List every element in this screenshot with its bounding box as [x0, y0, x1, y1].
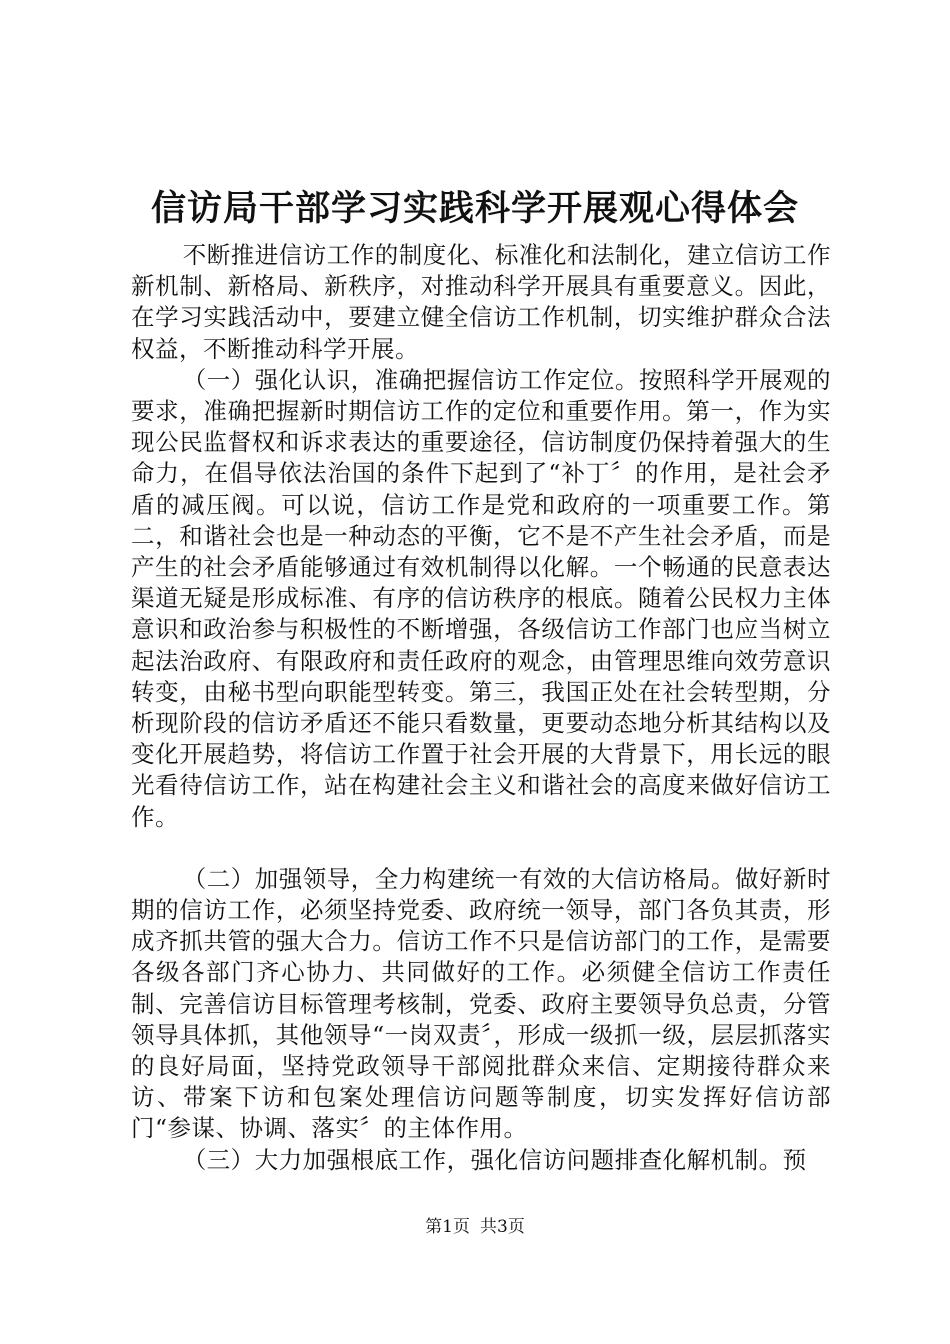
paragraph-section-2: （二）加强领导，全力构建统一有效的大信访格局。做好新时期的信访工作，必须坚持党委、政府统一领导，部门各负其责，形成齐抓共管的强大合力。信访工作不只是信访部门的工作，是需要各级各部门齐心协力、共同做好的工作。必须健全信访工作责任制、完善信访目标管理考核制，党委、政府主要领导负总责，分管领导具体抓，其他领导“一岗双责〞，形成一级抓一级，层层抓落实的良好局面，坚持党政领导干部阅批群众来信、定期接待群众来访、带案下访和包案处理信访问题等制度，切实发挥好信访部门“参谋、协调、落实〞的主体作用。	[131, 864, 831, 1143]
paragraph-section-3: （三）大力加强根底工作，强化信访问题排查化解机制。预	[182, 1145, 807, 1174]
page-footer	[0, 1216, 950, 1238]
page-total: 共3页	[480, 1217, 525, 1237]
paragraph-intro: 不断推进信访工作的制度化、标准化和法制化，建立信访工作新机制、新格局、新秩序，对推动科学开展具有重要意义。因此，在学习实践活动中，要建立健全信访工作机制，切实维护群众合法权益，不断推动科学开展。	[131, 241, 831, 363]
page-number: 第1页	[425, 1217, 470, 1237]
document-title: 信访局干部学习实践科学开展观心得体会	[150, 188, 799, 229]
document-body	[131, 240, 831, 1176]
paragraph-section-1: （一）强化认识，准确把握信访工作定位。按照科学开展观的要求，准确把握新时期信访工作的定位和重要作用。第一，作为实现公民监督权和诉求表达的重要途径，信访制度仍保持着强大的生命力，在倡导依法治国的条件下起到了“补丁〞的作用，是社会矛盾的减压阀。可以说，信访工作是党和政府的一项重要工作。第二，和谐社会也是一种动态的平衡，它不是不产生社会矛盾，而是产生的社会矛盾能够通过有效机制得以化解。一个畅通的民意表达渠道无疑是形成标准、有序的信访秩序的根底。随着公民权力主体意识和政治参与积极性的不断增强，各级信访工作部门也应当树立起法治政府、有限政府和责任政府的观念，由管理思维向效劳意识转变，由秘书型向职能型转变。第三，我国正处在社会转型期，分析现阶段的信访矛盾还不能只看数量，更要动态地分析其结构以及变化开展趋势，将信访工作置于社会开展的大背景下，用长远的眼光看待信访工作，站在构建社会主义和谐社会的高度来做好信访工作。	[131, 365, 831, 831]
